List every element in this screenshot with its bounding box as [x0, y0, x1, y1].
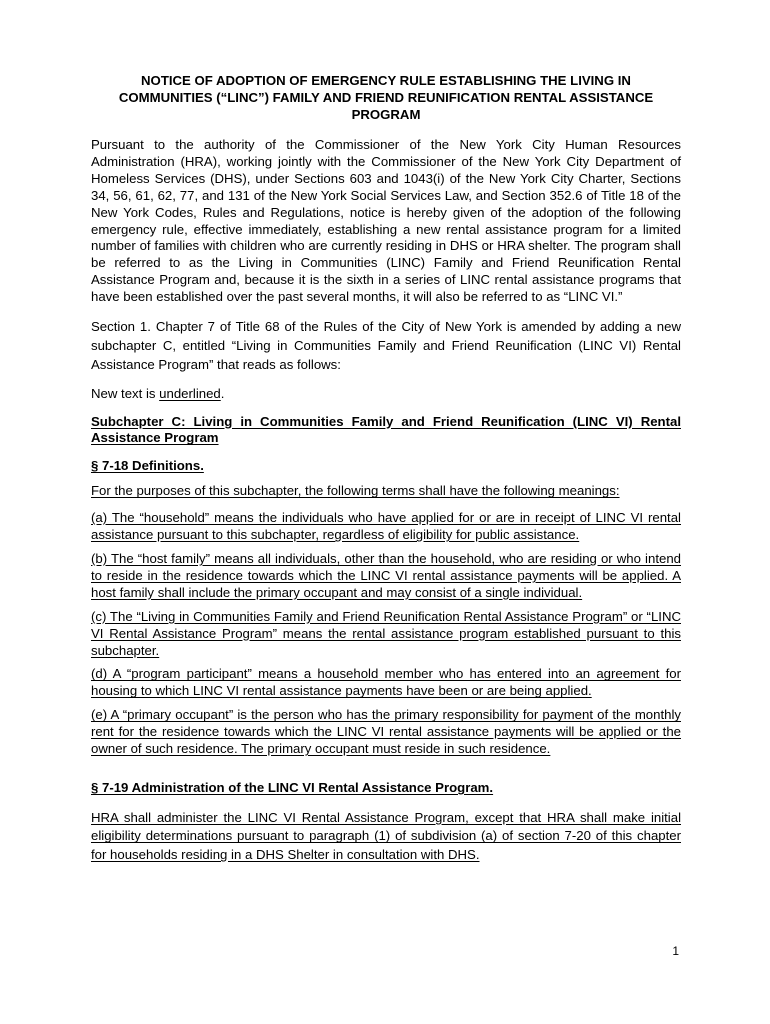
new-text-note [91, 386, 681, 403]
definition-c: (c) The “Living in Communities Family and Friend Reunification Rental Assistance Program” or “LINC VI Rental Assistance Program” means the rental assistance program established pursuant to this subchapter. [91, 608, 681, 658]
new-text-suffix: . [220, 385, 225, 401]
definition-b: (b) The “host family” means all individuals, other than the household, who are residing or who intend to reside in the residence towards which the LINC VI rental assistance payments will be applied. A host family shall include the primary occupant and may consist of a single individual. [91, 551, 681, 600]
definition-e: (e) A “primary occupant” is the person who has the primary responsibility for payment of the monthly rent for the residence towards which the LINC VI rental assistance payments will be applied or the owner of such residence. The primary occupant must reside in such residence. [91, 707, 681, 757]
subchapter-heading: Subchapter C: Living in Communities Family and Friend Reunification (LINC VI) Rental Assistance Program [91, 413, 681, 446]
definitions-heading: § 7-18 Definitions. [91, 458, 204, 474]
definitions-lead: For the purposes of this subchapter, the following terms shall have the following meanings: [91, 483, 620, 499]
administration-heading: § 7-19 Administration of the LINC VI Rental Assistance Program. [91, 779, 494, 795]
administration-paragraph: HRA shall administer the LINC VI Rental Assistance Program, except that HRA shall make initial eligibility determinations pursuant to paragraph (1) of subdivision (a) of section 7-20 of this chapter for households residing in a DHS Shelter in consultation with DHS. [91, 809, 681, 863]
definition-d: (d) A “program participant” means a household member who has entered into an agreement for housing to which LINC VI rental assistance payments have been or are being applied. [91, 666, 681, 699]
new-text-underlined: underlined [159, 385, 221, 401]
new-text-prefix: New text is [91, 385, 160, 401]
definition-a: (a) The “household” means the individuals who have applied for or are in receipt of LINC VI rental assistance pursuant to this subchapter, regardless of eligibility for public assistance. [91, 510, 681, 543]
intro-paragraph: Pursuant to the authority of the Commissioner of the New York City Human Resources Administration (HRA), working jointly with the Commissioner of the New York City Department of Homeless Services (DHS), under Sections 603 and 1043(i) of the New York City Charter, Sections 34, 56, 61, 62, 77, and 131 of the New York Social Services Law, and Section 352.6 of Title 18 of the New York Codes, Rules and Regulations, notice is hereby given of the adoption of the following emergency rule, effective immediately, establishing a new rental assistance program for a limited number of families with children who are currently residing in DHS or HRA shelter. The program shall be referred to as the Living in Communities (LINC) Family and Friend Reunification Rental Assistance Program and, because it is the sixth in a series of LINC rental assistance programs that have been established over the past several months, it will also be referred to as “LINC VI.” [91, 137, 681, 305]
page-number: 1 [672, 944, 679, 958]
document-title: NOTICE OF ADOPTION OF EMERGENCY RULE ESTABLISHING THE LIVING IN COMMUNITIES (“LINC”) FAMILY AND FRIEND REUNIFICATION RENTAL ASSISTANCE PROGRAM [118, 73, 654, 122]
section-1-paragraph: Section 1. Chapter 7 of Title 68 of the Rules of the City of New York is amended by adding a new subchapter C, entitled “Living in Communities Family and Friend Reunification (LINC VI) Rental Assistance Program” that reads as follows: [91, 319, 681, 373]
